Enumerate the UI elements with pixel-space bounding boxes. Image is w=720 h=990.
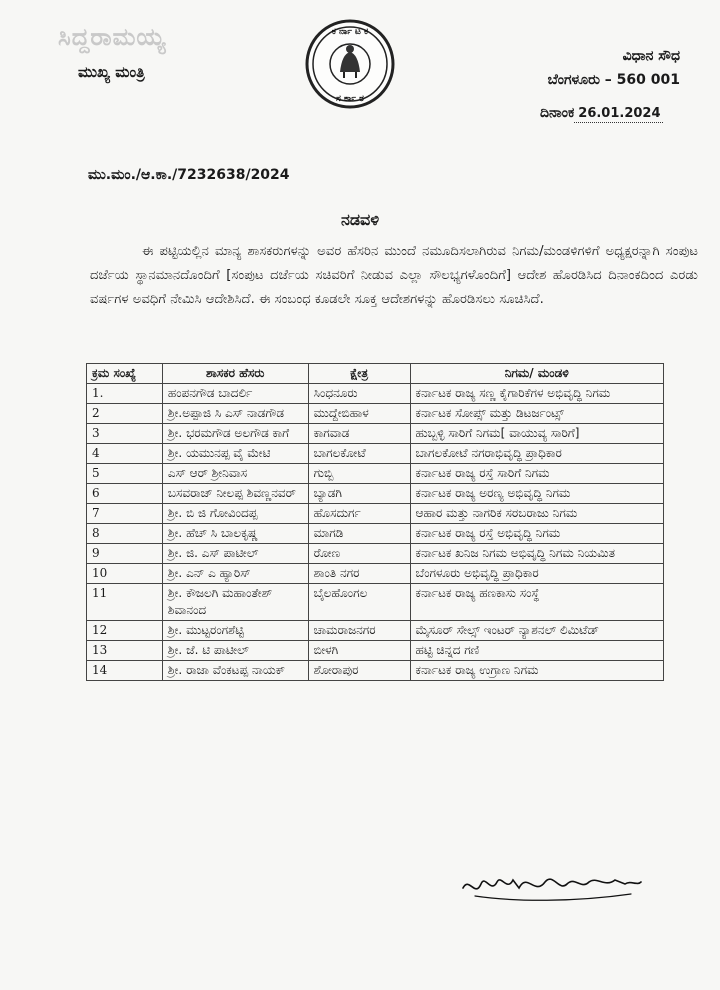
table-row [87, 464, 664, 484]
cell-serial-no: 3 [87, 424, 163, 444]
cell-corporation-board: ಕರ್ನಾಟಕ ರಾಜ್ಯ ಹಣಕಾಸು ಸಂಸ್ಥೆ [410, 584, 663, 621]
table-row [87, 524, 664, 544]
table-row [87, 641, 664, 661]
cell-legislator-name: ಶ್ರೀ. ರಾಜಾ ವೆಂಕಟಪ್ಪ ನಾಯಕ್ [162, 661, 308, 681]
cell-serial-no: 12 [87, 621, 163, 641]
table-row [87, 504, 664, 524]
cell-serial-no: 5 [87, 464, 163, 484]
appointments-table [86, 363, 664, 681]
cell-corporation-board: ಕರ್ನಾಟಕ ರಾಜ್ಯ ರಸ್ತೆ ಅಭಿವೃದ್ಧಿ ನಿಗಮ [410, 524, 663, 544]
cell-serial-no: 14 [87, 661, 163, 681]
cell-corporation-board: ಕರ್ನಾಟಕ ರಾಜ್ಯ ರಸ್ತೆ ಸಾರಿಗೆ ನಿಗಮ [410, 464, 663, 484]
table-row [87, 621, 664, 641]
cell-corporation-board: ಕರ್ನಾಟಕ ಸೋಪ್ಸ್ ಮತ್ತು ಡಿಟರ್ಜಂಟ್ಸ್ [410, 404, 663, 424]
cell-legislator-name: ಶ್ರೀ. ಬಿ ಜಿ ಗೋವಿಂದಪ್ಪ [162, 504, 308, 524]
address-line-1: ವಿಧಾನ ಸೌಧ [622, 48, 680, 64]
cell-constituency: ರೋಣ [308, 544, 410, 564]
date-value: 26.01.2024 [574, 106, 662, 123]
cell-corporation-board: ಕರ್ನಾಟಕ ಖನಿಜ ನಿಗಮ ಅಭಿವೃದ್ಧಿ ನಿಗಮ ನಿಯಮಿತ [410, 544, 663, 564]
cell-corporation-board: ಕರ್ನಾಟಕ ರಾಜ್ಯ ಉಗ್ರಾಣ ನಿಗಮ [410, 661, 663, 681]
cell-serial-no: 10 [87, 564, 163, 584]
order-body-text: ಈ ಪಟ್ಟಿಯಲ್ಲಿನ ಮಾನ್ಯ ಶಾಸಕರುಗಳನ್ನು ಅವರ ಹೆಸರಿನ ಮುಂದೆ ನಮೂದಿಸಲಾಗಿರುವ ನಿಗಮ/ಮಂಡಳಿಗಳಿಗೆ ಅಧ್ಯಕ್ಷರನ್ನಾಗಿ ಸಂಪುಟ ದರ್ಜೆಯ ಸ್ಥಾನಮಾನದೊಂದಿಗೆ [ಸಂಪುಟ ದರ್ಜೆಯ ಸಚಿವರಿಗೆ ನೀಡುವ ಎಲ್ಲಾ ಸೌಲಭ್ಯಗಳೊಂದಿಗೆ] ಆದೇಶ ಹೊರಡಿಸಿದ ದಿನಾಂಕದಿಂದ ಎರಡು ವರ್ಷಗಳ ಅವಧಿಗೆ ನೇಮಿಸಿ ಆದೇಶಿಸಿದೆ. ಈ ಸಂಬಂಧ ಕೂಡಲೇ ಸೂಕ್ತ ಆದೇಶಗಳನ್ನು ಹೊರಡಿಸಲು ಸೂಚಿಸಿದೆ. [90, 244, 698, 307]
cell-corporation-board: ಹುಬ್ಬಳ್ಳಿ ಸಾರಿಗೆ ನಿಗಮ[ ವಾಯುವ್ಯ ಸಾರಿಗೆ] [410, 424, 663, 444]
cell-corporation-board: ಮೈಸೂರ್ ಸೇಲ್ಸ್ ಇಂಟರ್ ನ್ಯಾಶನಲ್ ಲಿಮಿಟೆಡ್ [410, 621, 663, 641]
cell-legislator-name: ಶ್ರೀ. ಎನ್ ಎ ಹ್ಯಾರಿಸ್ [162, 564, 308, 584]
cell-constituency: ಶೋರಾಪುರ [308, 661, 410, 681]
cell-serial-no: 2 [87, 404, 163, 424]
cell-legislator-name: ಶ್ರೀ.ಅಪ್ಪಾಜಿ ಸಿ ಎಸ್ ನಾಡಗೌಡ [162, 404, 308, 424]
cell-legislator-name: ಬಸವರಾಜ್ ನೀಲಪ್ಪ ಶಿವಣ್ಣನವರ್ [162, 484, 308, 504]
letterhead-name: ಸಿದ್ದರಾಮಯ್ಯ [58, 22, 167, 51]
header-serial-no: ಕ್ರಮ ಸಂಖ್ಯೆ [87, 364, 163, 384]
cell-serial-no: 1. [87, 384, 163, 404]
signature-icon [455, 858, 645, 908]
cell-serial-no: 9 [87, 544, 163, 564]
table-row [87, 661, 664, 681]
cell-serial-no: 7 [87, 504, 163, 524]
cell-corporation-board: ಕರ್ನಾಟಕ ರಾಜ್ಯ ಅರಣ್ಯ ಅಭಿವೃದ್ಧಿ ನಿಗಮ [410, 484, 663, 504]
header-legislator-name: ಶಾಸಕರ ಹೆಸರು [162, 364, 308, 384]
date-label: ದಿನಾಂಕ [540, 105, 575, 121]
table-row [87, 584, 664, 621]
letterhead-role: ಮುಖ್ಯ ಮಂತ್ರಿ [78, 63, 145, 81]
cell-legislator-name: ಶ್ರೀ. ಕೌಜಲಗಿ ಮಹಾಂತೇಶ್ ಶಿವಾನಂದ [162, 584, 308, 621]
cell-legislator-name: ಶ್ರೀ. ಭರಮಗೌಡ ಅಲಗೌಡ ಕಾಗೆ [162, 424, 308, 444]
cell-corporation-board: ಬೆಂಗಳೂರು ಅಭಿವೃದ್ಧಿ ಪ್ರಾಧಿಕಾರ [410, 564, 663, 584]
table-header-row [87, 364, 664, 384]
table-row [87, 424, 664, 444]
table-row [87, 444, 664, 464]
cell-legislator-name: ಎಸ್ ಆರ್ ಶ್ರೀನಿವಾಸ [162, 464, 308, 484]
cell-legislator-name: ಹಂಪನಗೌಡ ಬಾದರ್ಲಿ [162, 384, 308, 404]
cell-legislator-name: ಶ್ರೀ. ಯಮುನಪ್ಪ ವೈ ಮೇಟಿ [162, 444, 308, 464]
table-row [87, 404, 664, 424]
cell-constituency: ಶಾಂತಿ ನಗರ [308, 564, 410, 584]
table-row [87, 484, 664, 504]
cell-legislator-name: ಶ್ರೀ. ಹೆಚ್ ಸಿ ಬಾಲಕೃಷ್ಣ [162, 524, 308, 544]
cell-constituency: ಕಾಗವಾಡ [308, 424, 410, 444]
cell-constituency: ಬ್ಯಾಡಗಿ [308, 484, 410, 504]
government-seal-icon [304, 18, 396, 110]
cell-serial-no: 6 [87, 484, 163, 504]
cell-serial-no: 8 [87, 524, 163, 544]
svg-text:ಕ ರ್ನಾ ಟ ಕ: ಕ ರ್ನಾ ಟ ಕ [331, 27, 369, 37]
cell-constituency: ಬೀಳಗಿ [308, 641, 410, 661]
cell-constituency: ಮಾಗಡಿ [308, 524, 410, 544]
office-address [548, 44, 680, 92]
table-row [87, 564, 664, 584]
cell-corporation-board: ಆಹಾರ ಮತ್ತು ನಾಗರಿಕ ಸರಬರಾಜು ನಿಗಮ [410, 504, 663, 524]
date-line [540, 105, 663, 123]
cell-constituency: ಚಾಮರಾಜನಗರ [308, 621, 410, 641]
document-title: ನಡವಳಿ [340, 210, 380, 229]
cell-legislator-name: ಶ್ರೀ. ಜಿ. ಎಸ್ ಪಾಟೀಲ್ [162, 544, 308, 564]
cell-legislator-name: ಶ್ರೀ. ಮುಟ್ಟರಂಗಶೆಟ್ಟಿ [162, 621, 308, 641]
cell-serial-no: 13 [87, 641, 163, 661]
cell-corporation-board: ಕರ್ನಾಟಕ ರಾಜ್ಯ ಸಣ್ಣ ಕೈಗಾರಿಕೆಗಳ ಅಭಿವೃದ್ಧಿ ನಿಗಮ [410, 384, 663, 404]
reference-number: ಮು.ಮಂ./ಆ.ಕಾ./7232638/2024 [88, 167, 290, 183]
address-line-2: ಬೆಂಗಳೂರು – 560 001 [547, 72, 680, 88]
cell-serial-no: 11 [87, 584, 163, 621]
cell-constituency: ಮುದ್ದೇಬಿಹಾಳ [308, 404, 410, 424]
cell-corporation-board: ಹಟ್ಟಿ ಚಿನ್ನದ ಗಣಿ [410, 641, 663, 661]
cell-constituency: ಸಿಂಧನೂರು [308, 384, 410, 404]
table-row [87, 544, 664, 564]
cell-constituency: ಬೈಲಹೊಂಗಲ [308, 584, 410, 621]
cell-corporation-board: ಬಾಗಲಕೋಟೆ ನಗರಾಭಿವೃದ್ಧಿ ಪ್ರಾಧಿಕಾರ [410, 444, 663, 464]
svg-text:ಸ ರ್ಕಾ ರ: ಸ ರ್ಕಾ ರ [336, 94, 364, 104]
header-corporation-board: ನಿಗಮ/ ಮಂಡಳಿ [410, 364, 663, 384]
cell-constituency: ಬಾಗಲಕೋಟೆ [308, 444, 410, 464]
table-row [87, 384, 664, 404]
cell-serial-no: 4 [87, 444, 163, 464]
cell-legislator-name: ಶ್ರೀ. ಜೆ. ಟಿ ಪಾಟೀಲ್ [162, 641, 308, 661]
cell-constituency: ಹೊಸದುರ್ಗ [308, 504, 410, 524]
header-constituency: ಕ್ಷೇತ್ರ [308, 364, 410, 384]
cell-constituency: ಗುಬ್ಬಿ [308, 464, 410, 484]
